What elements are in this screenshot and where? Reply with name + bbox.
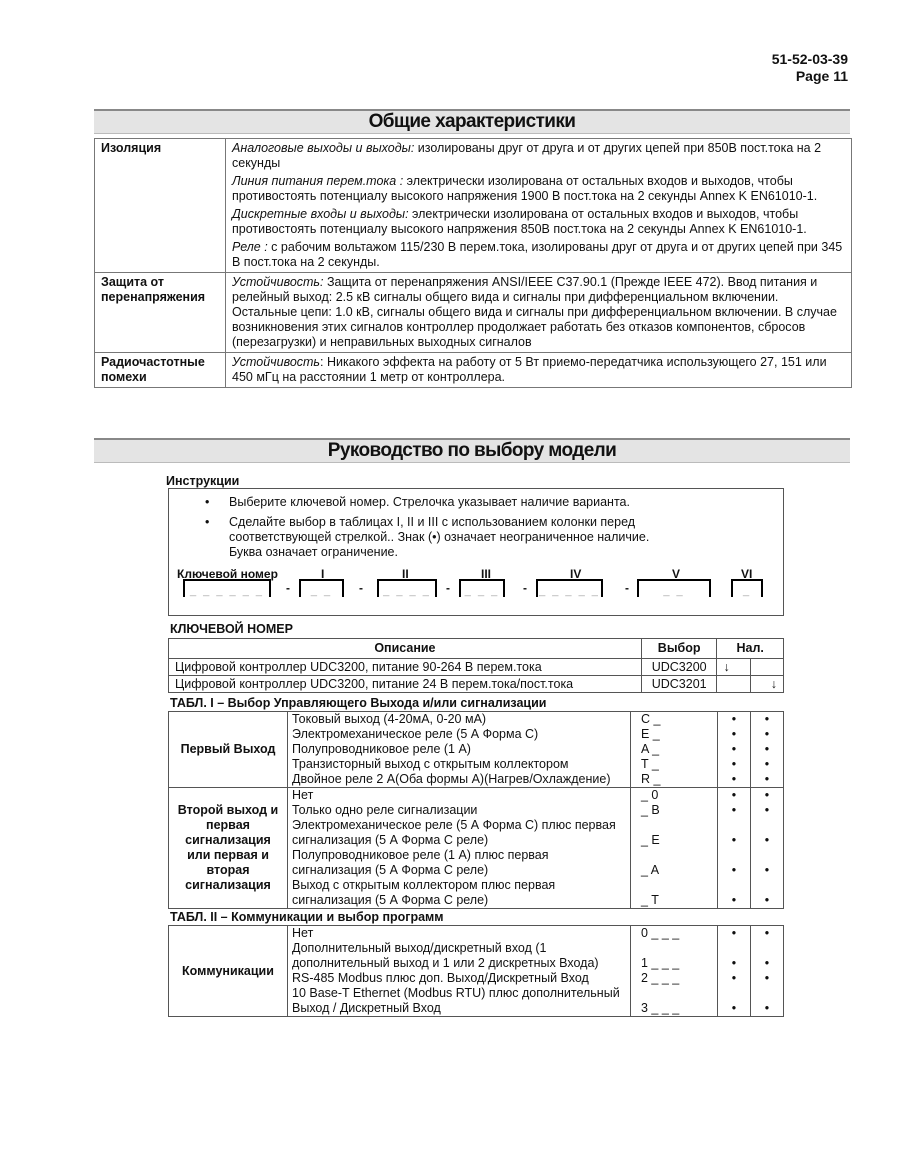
key-field-base: _ _ _ _ _ _ [183,579,271,597]
table1-output-selection [168,711,784,909]
page-number: Page 11 [795,68,848,84]
instructions-box [168,488,784,616]
key-number-diagram: Ключевой номер I II III IV V VI _ _ _ _ _ _ - _ _ - _ _ _ _ - _ _ _ - _ _ _ _ _ - _ _ _ [169,567,783,607]
key-field-III: _ _ _ [459,579,505,597]
table-row: Цифровой контроллер UDC3200, питание 90-264 В перем.тока UDC3200 ↓ [169,659,784,676]
table-row [95,273,852,353]
page-header [772,51,848,85]
instruction-item: • Сделайте выбор в таблицах I, II и III с использованием колонки перед соответствующей стрелкой.. Знак (•) означает неограниченное наличие. Буква означает ограничение. [229,515,669,560]
key-number-title: КЛЮЧЕВОЙ НОМЕР [170,622,293,636]
key-field-I: _ _ [299,579,344,597]
row-label: Защита от перенапряжения [95,273,226,353]
table2-communications [168,925,784,1017]
table-row: Второй выход и первая сигнализация или первая и вторая сигнализация Нет _ 0 • • [169,788,784,804]
table-row [95,353,852,388]
table-row: Цифровой контроллер UDC3200, питание 24 В перем.тока/пост.тока UDC3201 ↓ [169,676,784,693]
table-row: Только одно реле сигнализации _ B • • [292,803,770,817]
group-label: Второй выход и первая сигнализация или первая и вторая сигнализация [169,788,288,909]
table-row: RS-485 Modbus плюс доп. Выход/Дискретный Вход 2 _ _ _ • • [292,971,770,985]
table-row: Полупроводниковое реле (1 А) A _ • • [292,742,770,756]
row-content: Устойчивость: Защита от перенапряжения ANSI/IEEE C37.90.1 (Прежде IEEE 472). Ввод питания и релейный выход: 2.5 кВ сигналы общего вида и сигналы при дифференциальном включении. Остальные цепи: 1.0 кВ, сигналы общего вида и сигналы при дифференциальном включении. В случае возникновения этих сигналов контроллер продолжает работать без отказов компонентов, сбросов (перезагрузки) и неправильных выходных сигналов [226,273,852,353]
table-row: Двойное реле 2 А(Оба формы А)(Нагрев/Охлаждение) R _ • • [292,772,770,786]
row-label: Радиочастотные помехи [95,353,226,388]
section-title-model-guide: Руководство по выбору модели [94,438,850,463]
table-row: Транзисторный выход с открытым коллектором T _ • • [292,757,770,771]
key-field-VI: _ [731,579,763,597]
key-field-II: _ _ _ _ [377,579,437,597]
table-row: Коммуникации Нет 0 _ _ _ • • [169,926,784,942]
table-row: Полупроводниковое реле (1 А) плюс первая сигнализация (5 А Форма С реле) _ A • • [292,848,770,877]
instruction-item: • Выберите ключевой номер. Стрелочка указывает наличие варианта. [229,495,669,510]
table-row: Первый Выход Токовый выход (4-20мА, 0-20 мА) C _ • • [169,712,784,728]
section-title-general: Общие характеристики [94,109,850,134]
row-content: Устойчивость: Никакого эффекта на работу от 5 Вт приемо-передатчика использующего 27, 151 или 450 мГц на расстоянии 1 метр от контроллера. [226,353,852,388]
table2-title: ТАБЛ. II – Коммуникации и выбор программ [170,910,444,924]
table1-title: ТАБЛ. I – Выбор Управляющего Выхода и/или сигнализации [170,696,547,710]
instructions-title: Инструкции [166,474,240,488]
key-field-V: _ _ [637,579,711,597]
key-field-IV: _ _ _ _ _ [536,579,603,597]
table-row: Электромеханическое реле (5 А Форма С) E _ • • [292,727,770,741]
row-content: Аналоговые выходы и выходы: изолированы друг от друга и от других цепей при 850В пост.тока на 2 секунды Линия питания перем.тока : электрически изолирована от остальных входов и выходов, чтобы противостоять потенциалу высокого напряжения 1900 В пост.тока на 2 секунды Annex K EN61010-1. Дискретные входы и выходы: электрически изолирована от остальных входов и выходов, чтобы противостоять потенциалу высокого напряжения 850В пост.тока на 2 секунды Annex K EN61010-1. Реле : с рабочим вольтажом 115/230 В перем.тока, изолированы друг от друга и от других цепей при 345 В пост.тока на 2 секунды. [226,139,852,273]
table-row: Дополнительный выход/дискретный вход (1 дополнительный выход и 1 или 2 дискретных Входа) 1 _ _ _ • • [292,941,770,970]
table-row: 10 Base-T Ethernet (Modbus RTU) плюс дополнительный Выход / Дискретный Вход 3 _ _ _ • • [292,986,770,1015]
doc-number: 51-52-03-39 [771,51,848,67]
key-number-table: Описание Выбор Нал. Цифровой контроллер UDC3200, питание 90-264 В перем.тока UDC3200 ↓ Цифровой контроллер UDC3200, питание 24 В перем.тока/пост.тока UDC3201 ↓ [168,638,784,693]
table-row: Электромеханическое реле (5 А Форма С) плюс первая сигнализация (5 А Форма С реле) _ E • • [292,818,770,847]
table-row [95,139,852,273]
general-specs-table [94,138,852,388]
table-row: Выход с открытым коллектором плюс первая сигнализация (5 А Форма С реле) _ T • • [292,878,770,907]
group-label: Первый Выход [169,712,288,788]
group-label: Коммуникации [169,926,288,1017]
row-label: Изоляция [95,139,226,273]
